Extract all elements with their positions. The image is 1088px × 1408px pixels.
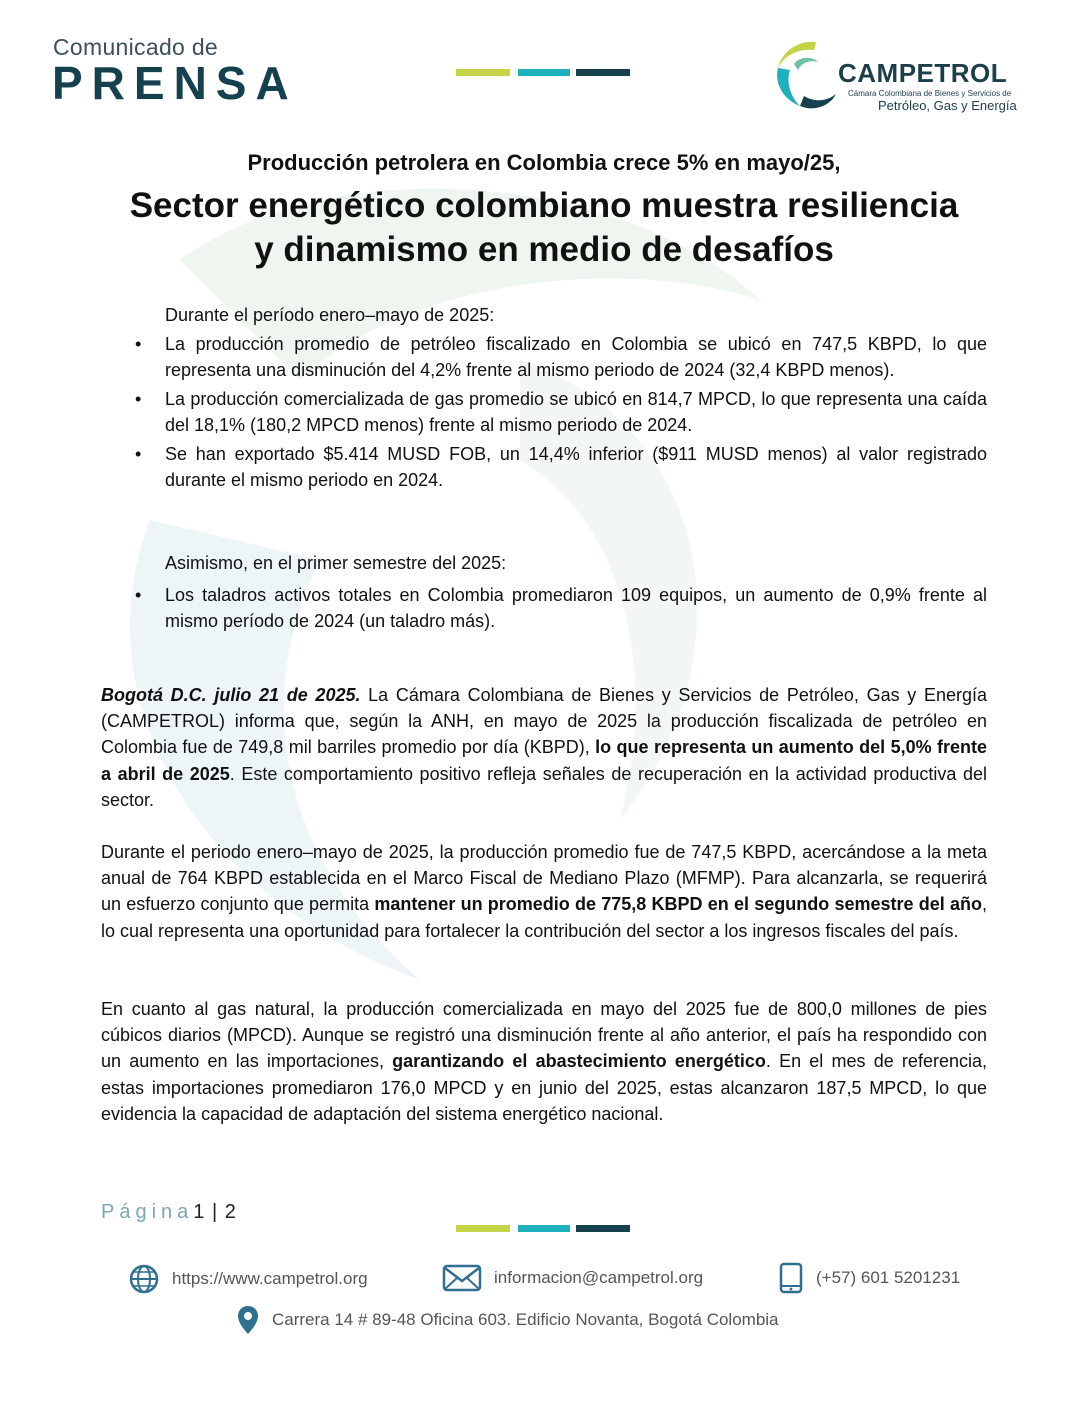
page-number [101,1201,237,1224]
campetrol-logo-icon [770,34,842,114]
footer-phone[interactable] [778,1262,960,1294]
accent-bar-teal [518,69,570,76]
paragraph-highlight: lo que representa un aumento del 5,0% frente a abril de 2025 [101,737,987,784]
accent-bar-navy [576,69,630,76]
page-count: 1 | 2 [193,1201,237,1223]
list-item: • Se han exportado $5.414 MUSD FOB, un 14,4% inferior ($911 MUSD menos) al valor registrado durante el mismo periodo en 2024. [101,441,987,493]
footer-bar-lime [456,1225,510,1232]
paragraph-highlight: garantizando el abastecimiento energético [392,1051,766,1072]
globe-icon [128,1263,160,1295]
logo-tagline-1: Cámara Colombiana de Bienes y Servicios de [848,89,1012,98]
paragraph-text: . En el mes de referencia, estas importaciones promediaron 176,0 MPCD y en junio del 2025, estas alcanzaron 187,5 MPCD, lo que evidencia la capacidad de adaptación del sistema energético nacional. [101,1051,987,1124]
header-subtitle: Comunicado de [53,34,219,60]
logo-name: CAMPETROL [838,58,1008,88]
paragraph-highlight: mantener un promedio de 775,8 KBPD en el segundo semestre del año [374,894,982,915]
footer-website[interactable] [128,1263,368,1295]
summary-list-2 [101,582,987,637]
summary-intro-1: Durante el período enero–mayo de 2025: [165,305,495,325]
paragraph-text: . Este comportamiento positivo refleja señales de recuperación en la actividad productiva del sector. [101,763,987,810]
summary-intro-2: Asimismo, en el primer semestre del 2025: [165,553,507,573]
website-link[interactable]: https://www.campetrol.org [172,1269,368,1288]
email-link[interactable]: informacion@campetrol.org [494,1268,704,1287]
phone-number[interactable]: (+57) 601 5201231 [816,1268,961,1287]
address-text: Carrera 14 # 89-48 Oficina 603. Edificio Novanta, Bogotá Colombia [272,1310,779,1329]
paragraph-1 [101,682,987,813]
footer-address [236,1304,779,1336]
page-label: Página [101,1201,194,1223]
headline [60,184,1028,272]
phone-icon [778,1262,804,1294]
paragraph-2 [101,839,987,944]
headline-line-1: Sector energético colombiano muestra resiliencia [129,186,959,225]
list-item: • La producción comercializada de gas promedio se ubicó en 814,7 MPCD, lo que representa una caída del 18,1% (180,2 MPCD menos) frente al mismo periodo de 2024. [101,386,987,438]
list-item: • La producción promedio de petróleo fiscalizado en Colombia se ubicó en 747,5 KBPD, lo que representa una disminución del 4,2% frente al mismo periodo de 2024 (32,4 KBPD menos). [101,331,987,383]
paragraph-text: Durante el periodo enero–mayo de 2025, la producción promedio fue de 747,5 KBPD, acercándose a la meta anual de 764 KBPD establecida en el Marco Fiscal de Mediano Plazo (MFMP). Para alcanzarla, se requerirá un esfuerzo conjunto que permita [101,842,987,915]
paragraph-text: En cuanto al gas natural, la producción comercializada en mayo del 2025 fue de 800,0 millones de pies cúbicos diarios (MPCD). Aunque se registró una disminución frente al año anterior, el país ha respondido con un aumento en las importaciones, [101,999,987,1072]
list-item: • Los taladros activos totales en Colombia promediaron 109 equipos, un aumento de 0,9% frente al mismo período de 2024 (un taladro más). [101,582,987,634]
logo-tagline-2: Petróleo, Gas y Energía [878,98,1017,113]
headline-subtitle: Producción petrolera en Colombia crece 5% en mayo/25, [247,150,841,175]
footer-bar-teal [518,1225,570,1232]
header-title: PRENSA [52,57,298,109]
accent-bar-lime [456,69,510,76]
footer-email[interactable] [442,1263,703,1293]
dateline: Bogotá D.C. julio 21 de 2025. [101,685,361,705]
envelope-icon [442,1263,482,1293]
paragraph-text: , lo cual representa una oportunidad para fortalecer la contribución del sector a los ingresos fiscales del país. [101,894,987,941]
footer-bar-navy [576,1225,630,1232]
headline-line-2: y dinamismo en medio de desafíos [254,230,834,269]
location-pin-icon [236,1304,260,1336]
paragraph-text: La Cámara Colombiana de Bienes y Servicios de Petróleo, Gas y Energía (CAMPETROL) informa que, según la ANH, en mayo de 2025 la producción fiscalizada de petróleo en Colombia fue de 749,8 mil barriles promedio por día (KBPD), [101,685,987,758]
paragraph-3 [101,996,987,1127]
summary-list-1 [101,331,987,496]
